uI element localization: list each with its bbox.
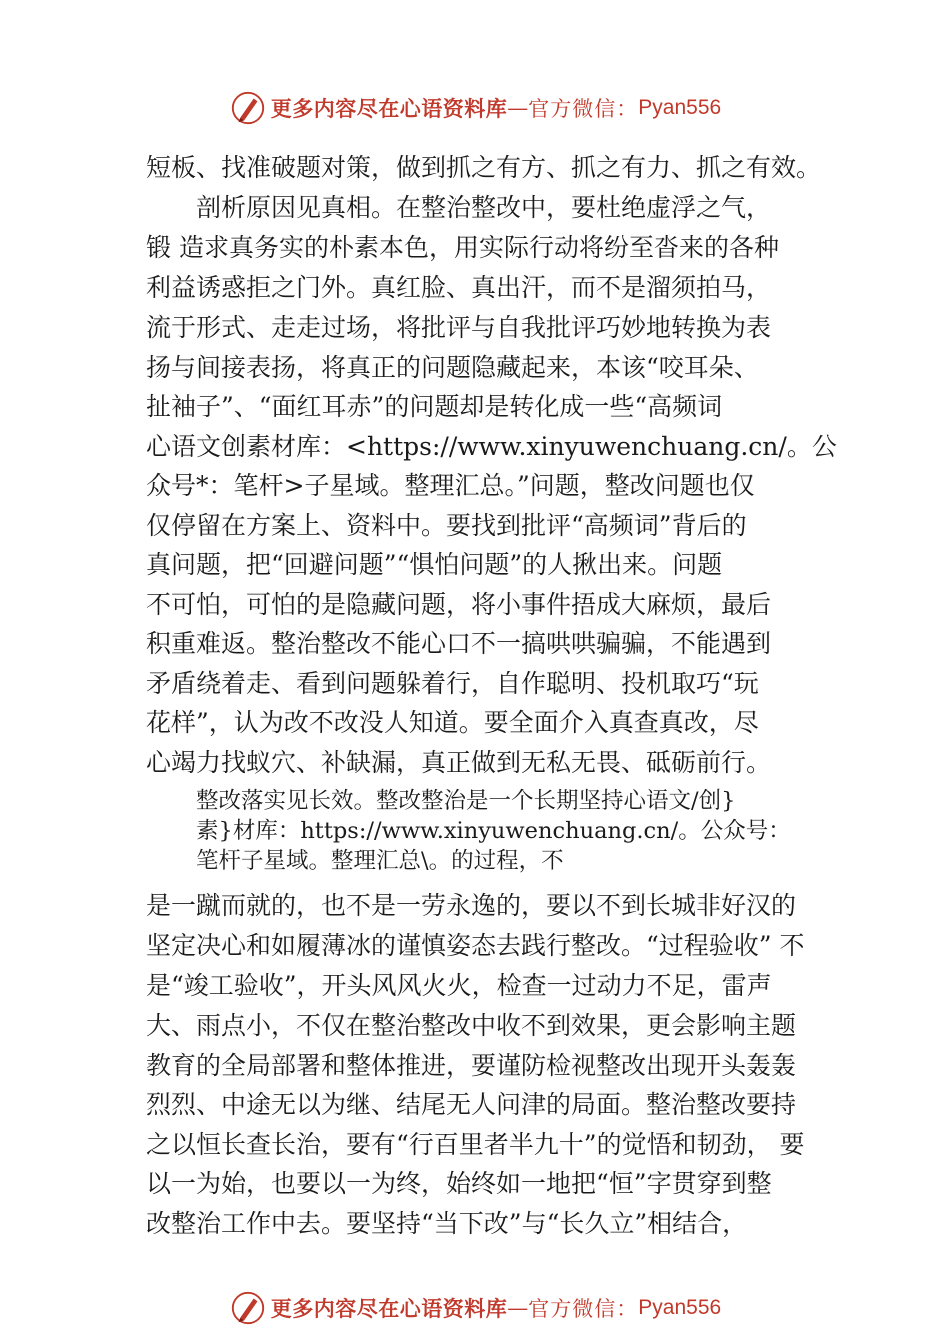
text-line: 积重难返。整治整改不能心口不一搞哄哄骗骗，不能遇到 bbox=[146, 629, 772, 658]
text-line: 坚定决心和如履薄冰的谨慎姿态去践行整改。“过程验收” 不 bbox=[146, 931, 805, 960]
banner-wechat-label: 官方微信： bbox=[528, 1297, 639, 1321]
text-line: 利益诱惑拒之门外。真红脸、真出汗，而不是溜须拍马， bbox=[146, 273, 772, 302]
pen-logo-icon bbox=[229, 1289, 267, 1327]
text-line: 扬与间接表扬，将真正的问题隐藏起来，本该“咬耳朵、 bbox=[146, 353, 759, 382]
text-line: 短板、找准破题对策，做到抓之有方、抓之有力、抓之有效。 bbox=[146, 153, 822, 182]
text-line: 心竭力找蚁穴、补缺漏，真正做到无私无畏、砥砺前行。 bbox=[146, 748, 772, 777]
banner-wechat-id: Pyan556 bbox=[638, 96, 722, 119]
text-line: 教育的全局部署和整体推进，要谨防检视整改出现开头轰轰 bbox=[146, 1051, 797, 1080]
text-line: 花样”，认为改不改没人知道。要全面介入真查真改，尽 bbox=[146, 708, 759, 737]
text-line: 以一为始，也要以一为终，始终如一地把“恒”字贯穿到整 bbox=[146, 1169, 772, 1198]
banner-dash: — bbox=[507, 96, 529, 120]
banner-wechat-label: 官方微信： bbox=[528, 97, 639, 121]
text-line: 之以恒长查长治，要有“行百里者半九十”的觉悟和韧劲， 要 bbox=[146, 1130, 805, 1159]
text-line: 锻 造求真务实的朴素本色，用实际行动将纷至沓来的各种 bbox=[146, 233, 779, 262]
footer-banner bbox=[0, 1286, 950, 1330]
text-line: 剖析原因见真相。在整治整改中，要杜绝虚浮之气， bbox=[146, 193, 772, 222]
banner-text: 更多内容尽在心语资料库 bbox=[270, 1296, 508, 1321]
banner-dash: — bbox=[507, 1296, 529, 1320]
text-line: 仅停留在方案上、资料中。要找到批评“高频词”背后的 bbox=[146, 511, 747, 540]
pen-logo-icon bbox=[229, 89, 267, 127]
text-line: 烈烈、中途无以为继、结尾无人问津的局面。整治整改要持 bbox=[146, 1090, 797, 1119]
text-line: 不可怕，可怕的是隐藏问题，将小事件捂成大麻烦，最后 bbox=[146, 590, 772, 619]
text-line: 心语文创素材库：<https://www.xinyuwenchuang.cn/。公 bbox=[146, 432, 837, 461]
text-line: 是“竣工验收”，开头风风火火，检查一过动力不足，雷声 bbox=[146, 971, 772, 1000]
banner-text: 更多内容尽在心语资料库 bbox=[270, 96, 508, 121]
text-line-narrow: 整改落实见长效。整改整治是一个长期坚持心语文/创} bbox=[196, 788, 736, 814]
header-banner bbox=[0, 86, 950, 130]
text-line: 是一蹴而就的，也不是一劳永逸的，要以不到长城非好汉的 bbox=[146, 891, 797, 920]
text-line: 真问题，把“回避问题”“惧怕问题”的人揪出来。问题 bbox=[146, 550, 723, 579]
text-line: 改整治工作中去。要坚持“当下改”与“长久立”相结合， bbox=[146, 1209, 748, 1238]
text-line: 流于形式、走走过场，将批评与自我批评巧妙地转换为表 bbox=[146, 313, 772, 342]
text-line-narrow: 笔杆子星域。整理汇总\。的过程，不 bbox=[196, 848, 564, 874]
text-line-narrow: 素}材库：https://www.xinyuwenchuang.cn/。公众号： bbox=[196, 818, 791, 844]
text-line: 扯袖子”、“面红耳赤”的问题却是转化成一些“高频词 bbox=[146, 392, 723, 421]
text-line: 众号*：笔杆>子星域。整理汇总。”问题，整改问题也仅 bbox=[146, 471, 755, 500]
text-line: 矛盾绕着走、看到问题躲着行，自作聪明、投机取巧“玩 bbox=[146, 669, 759, 698]
banner-wechat-id: Pyan556 bbox=[638, 1296, 722, 1319]
text-line: 大、雨点小，不仅在整治整改中收不到效果，更会影响主题 bbox=[146, 1011, 797, 1040]
